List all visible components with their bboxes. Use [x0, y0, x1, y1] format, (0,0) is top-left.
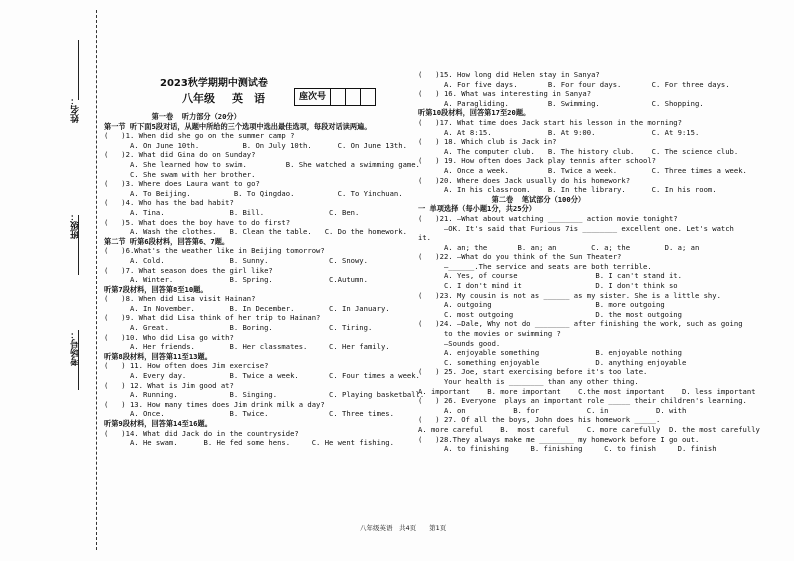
subject-label: 英 语	[232, 92, 265, 105]
right-text-line: ( ) 16. What was interesting in Sanya?	[418, 89, 592, 99]
seat-number-label: 座次号	[295, 89, 331, 105]
right-text-line: it.	[418, 233, 431, 243]
class-label: 班级：	[71, 212, 81, 239]
right-text-line: A. outgoing B. more outgoing	[418, 300, 665, 310]
left-text-line: 听第7段材料，回答第8至10题。	[104, 284, 208, 294]
right-text-line: A. an; the B. an; an C. a; the D. a; an	[418, 242, 700, 252]
left-text-line: 第二节 听第6段材料，回答第6、7题。	[104, 236, 230, 246]
left-text-line: ( )7. What season does the girl like?	[104, 265, 273, 275]
left-text-line: 第一卷 听力部分（20分）	[104, 112, 241, 121]
left-text-line: A. He swam. B. He fed some hens. C. He went fishing.	[104, 438, 394, 448]
left-text-line: ( )5. What does the boy have to do first?	[104, 217, 291, 227]
right-text-line: ( )22. —What do you think of the Sun Theater?	[418, 252, 622, 262]
left-text-line: A. Winter. B. Spring. C.Autumn.	[104, 275, 368, 285]
left-text-line: ( ) 12. What is Jim good at?	[104, 380, 234, 390]
left-text-line: ( )3. Where does Laura want to go?	[104, 179, 260, 189]
left-text-line: A. Every day. B. Twice a week. C. Four times a week.	[104, 371, 420, 381]
left-text-line: ( )10. Who did Lisa go with?	[104, 332, 234, 342]
binding-fold-line	[96, 10, 97, 550]
right-text-line: 听第10段材料，回答第17至20题。	[418, 108, 531, 118]
left-text-line: ( )6.What's the weather like in Beijing tomorrow?	[104, 246, 325, 256]
left-text-line: A. Her friends. B. Her classmates. C. Her family.	[104, 342, 390, 352]
right-text-line: ( )24. —Dale, Why not do ________ after finishing the work, such as going	[418, 319, 743, 329]
right-text-line: ( ) 26. Everyone plays an important role _____ their children's learning.	[418, 396, 747, 406]
left-text-line: ( )1. When did she go on the summer camp ?	[104, 131, 295, 141]
seat-cell[interactable]	[346, 89, 361, 105]
left-text-line: 听第8段材料，回答第11至13题。	[104, 351, 212, 361]
left-text-line: ( )4. Who has the bad habit?	[104, 198, 234, 208]
right-text-line: A. to finishing B. finishing C. to finish D. finish	[418, 444, 717, 454]
left-text-line: A. On June 10th. B. On July 10th. C. On June 13th.	[104, 140, 407, 150]
right-text-line: Your health is ________ than any other thing.	[418, 377, 639, 386]
left-column	[104, 112, 424, 448]
right-text-line: ( )21. —What about watching ________ action movie tonight?	[418, 213, 678, 223]
right-text-line: A. enjoyable something B. enjoyable nothing	[418, 348, 682, 358]
left-text-line: 第一节 听下面5段对话，从题中所给的三个选项中选出最佳选项，每段对话读两遍。	[104, 121, 372, 131]
left-text-line: 听第9段材料，回答第14至16题。	[104, 419, 212, 428]
right-text-line: 第二卷 笔试部分（100分）	[418, 194, 586, 204]
exam-title: 2023秋学期期中测试卷	[160, 78, 268, 89]
left-text-line: A. To Beijing. B. To Qingdao. C. To Yinchuan.	[104, 188, 403, 198]
grade-label: 八年级	[182, 92, 215, 105]
right-text-line: A. For five days. B. For four days. C. For three days.	[418, 79, 730, 89]
right-text-line: A. Paragliding. B. Swimming. C. Shopping.	[418, 98, 704, 108]
name-label: 姓名：	[71, 96, 81, 123]
right-text-line: —______.The service and seats are both terrible.	[418, 261, 652, 271]
left-text-line: A. Great. B. Boring. C. Tiring.	[104, 323, 373, 333]
left-text-line: A. Once. B. Twice. C. Three times.	[104, 409, 394, 419]
left-text-line: ( )14. What did Jack do in the countryside?	[104, 428, 299, 438]
left-text-line: ( ) 13. How many times does Jim drink milk a day?	[104, 399, 325, 409]
left-text-line: ( )2. What did Gina do on Sunday?	[104, 150, 256, 160]
left-text-line: A. Tina. B. Bill. C. Ben.	[104, 207, 360, 217]
left-text-line: ( )9. What did Lisa think of her trip to Hainan?	[104, 313, 321, 323]
right-text-line: A. Once a week. B. Twice a week. C. Three times a week.	[418, 165, 747, 175]
left-text-line: A. Wash the clothes. B. Clean the table. C. Do the homework.	[104, 227, 407, 237]
exam-room-label: 考场号：	[71, 330, 81, 366]
right-text-line: C. most outgoing D. the most outgoing	[418, 309, 682, 319]
right-text-line: 一 单项选择（每小题1分，共25分）	[418, 204, 536, 214]
left-text-line: ( ) 11. How often does Jim exercise?	[104, 361, 269, 371]
left-text-line: C. She swam with her brother.	[104, 169, 256, 179]
right-text-line: A. The computer club. B. The history club. C. The science club.	[418, 146, 739, 156]
seat-number-box	[294, 88, 376, 106]
right-text-line: A. In his classroom. B. In the library. C. In his room.	[418, 185, 717, 195]
left-text-line: A. In November. B. In December. C. In January.	[104, 303, 390, 313]
seat-cell[interactable]	[361, 89, 375, 105]
left-text-line: A. She learned how to swim. B. She watched a swimming game.	[104, 159, 420, 169]
right-text-line: C. something enjoyable D. anything enjoyable	[418, 357, 687, 367]
right-text-line: ( ) 19. How often does Jack play tennis after school?	[418, 156, 656, 166]
right-text-line: to the movies or swimming ?	[418, 329, 561, 339]
name-write-line	[78, 40, 79, 100]
left-text-line: ( )8. When did Lisa visit Hainan?	[104, 294, 256, 304]
right-text-line: ( )23. My cousin is not as ______ as my sister. She is a little shy.	[418, 290, 721, 300]
right-text-line: A. At 8:15. B. At 9:00. C. At 9:15.	[418, 127, 700, 137]
right-text-line: A. Yes, of course B. I can't stand it.	[418, 271, 682, 281]
right-text-line: —OK. It's said that Furious 7is ________ excellent one. Let's watch	[418, 223, 734, 233]
right-text-line: ( )15. How long did Helen stay in Sanya?	[418, 70, 600, 79]
right-text-line: A. on B. for C. in D. with	[418, 405, 687, 415]
right-text-line: —Sounds good.	[418, 338, 501, 348]
left-text-line: A. Cold. B. Sunny. C. Snowy.	[104, 255, 368, 265]
left-text-line: A. Running. B. Singing. C. Playing basketball.	[104, 390, 425, 400]
right-text-line: C. I don't mind it D. I don't think so	[418, 281, 678, 291]
right-text-line: ( ) 18. Which club is Jack in?	[418, 137, 557, 147]
right-text-line: ( )20. Where does Jack usually do his homework?	[418, 175, 631, 185]
right-column	[418, 70, 760, 454]
right-text-line: ( ) 25. Joe, start exercising before it's too late.	[418, 367, 648, 377]
page-footer: 八年级英语 共4页 第1页	[360, 524, 447, 532]
seat-cell[interactable]	[331, 89, 346, 105]
right-text-line: ( )17. What time does Jack start his lesson in the morning?	[418, 117, 682, 127]
right-text-line: ( ) 27. Of all the boys, John does his homework _____.	[418, 415, 661, 425]
right-text-line: ( )28.They always make me ________ my homework before I go out.	[418, 434, 700, 444]
right-text-line: A. more careful B. most careful C. more carefully D. the most carefully	[418, 424, 760, 434]
right-text-line: A. important B. more important C.the most important D. less important	[418, 386, 756, 396]
